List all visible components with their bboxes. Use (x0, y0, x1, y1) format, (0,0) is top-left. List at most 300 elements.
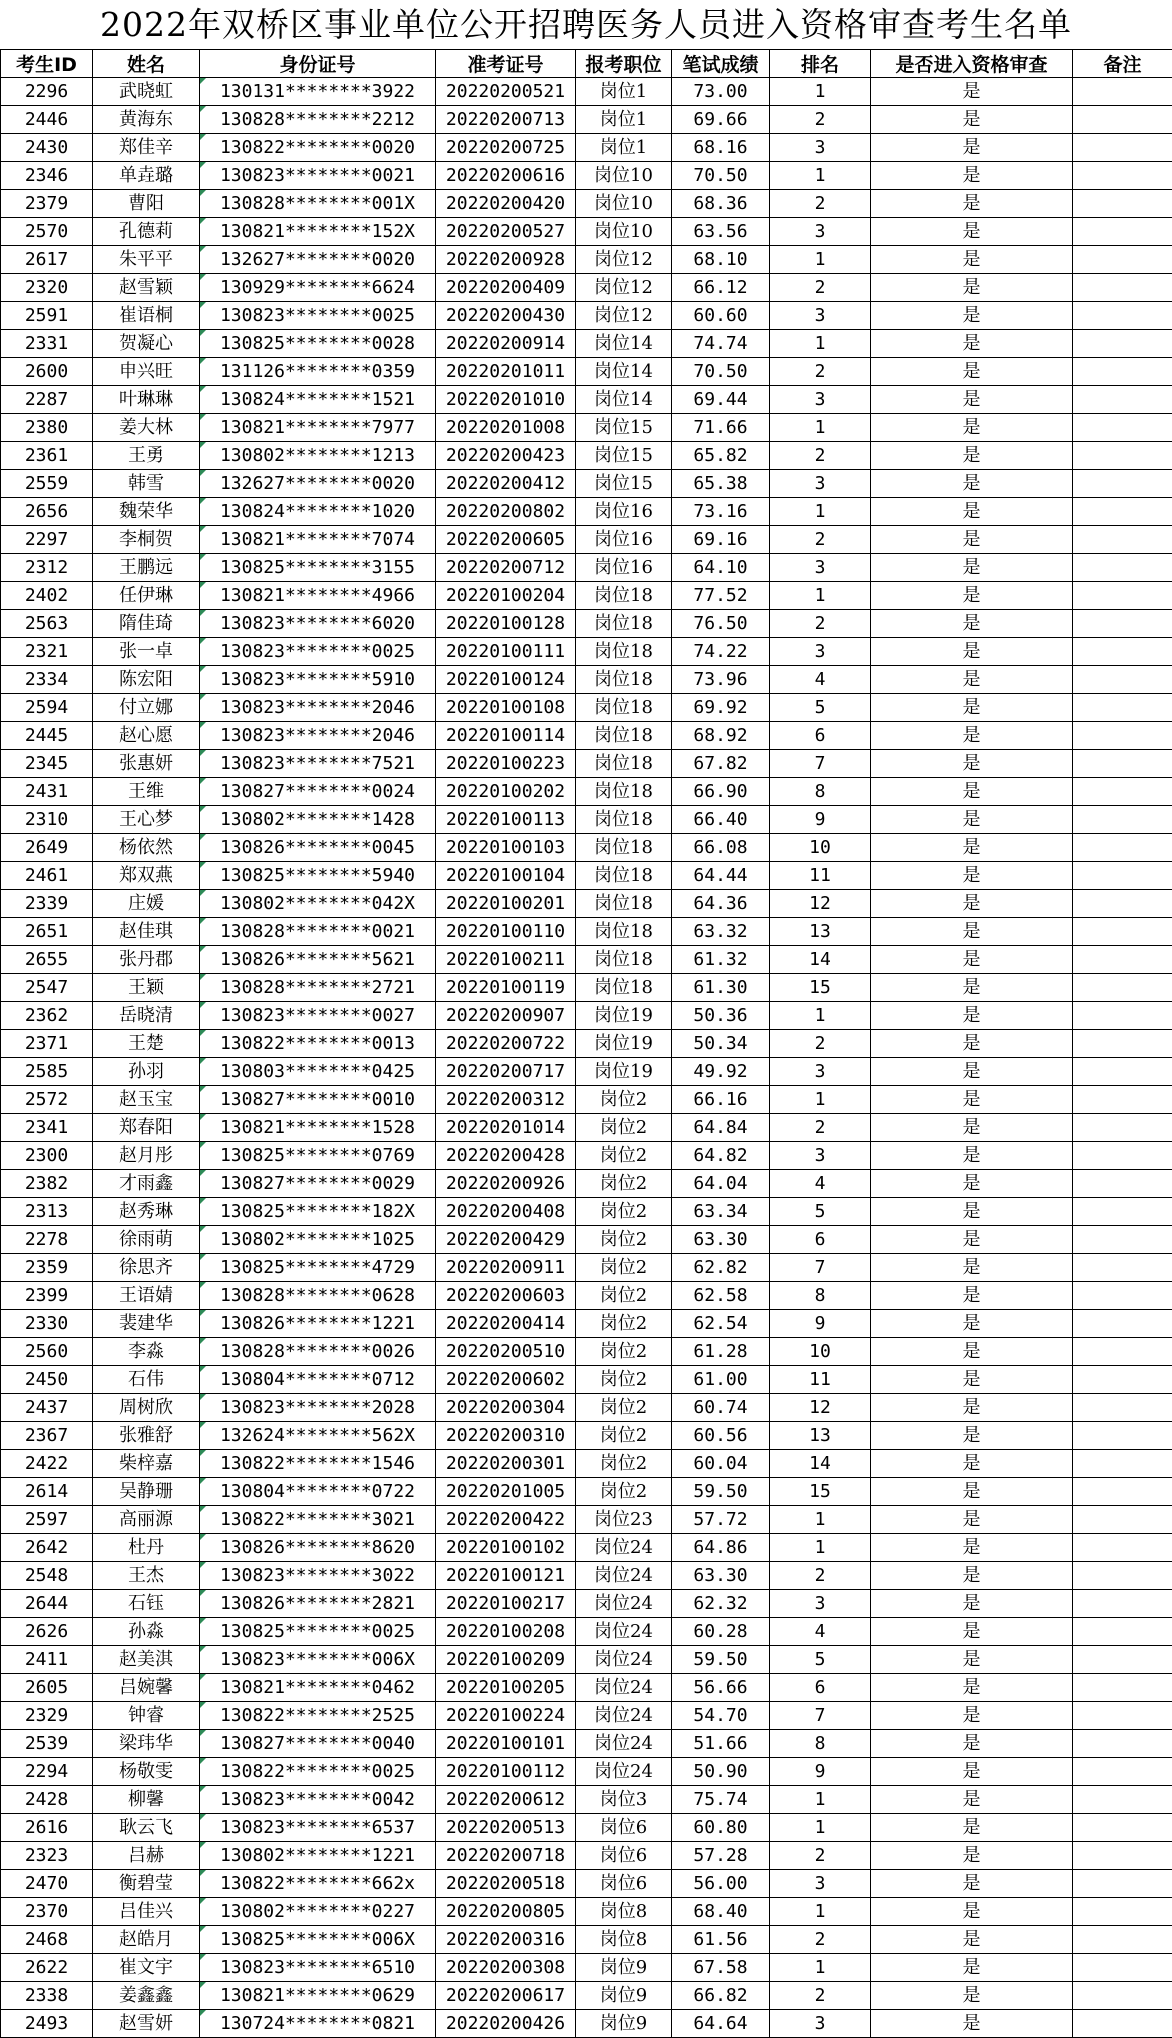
table-row (1, 1226, 1172, 1254)
cell-id-number: 130825********0028 (200, 330, 436, 358)
cell-exam-id: 2330 (1, 1310, 93, 1338)
cell-ticket-number: 20220200312 (436, 1086, 576, 1114)
cell-rank: 7 (770, 1702, 871, 1730)
table-row (1, 666, 1172, 694)
cell-score: 68.36 (672, 190, 770, 218)
table-row (1, 1730, 1172, 1758)
cell-rank: 1 (770, 1898, 871, 1926)
cell-exam-id: 2617 (1, 246, 93, 274)
cell-name: 王勇 (93, 442, 200, 470)
cell-qualified: 是 (871, 1198, 1073, 1226)
cell-name: 徐雨萌 (93, 1226, 200, 1254)
cell-id-number: 130821********0462 (200, 1674, 436, 1702)
cell-remarks (1073, 1282, 1172, 1310)
cell-id-number: 130825********0025 (200, 1618, 436, 1646)
cell-rank: 8 (770, 1730, 871, 1758)
cell-id-number: 130822********0020 (200, 134, 436, 162)
cell-position: 岗位18 (576, 862, 672, 890)
cell-name: 孙淼 (93, 1618, 200, 1646)
cell-remarks (1073, 638, 1172, 666)
cell-name: 柴梓嘉 (93, 1450, 200, 1478)
cell-ticket-number: 20220100128 (436, 610, 576, 638)
cell-rank: 1 (770, 1786, 871, 1814)
cell-ticket-number: 20220100121 (436, 1562, 576, 1590)
cell-name: 裴建华 (93, 1310, 200, 1338)
cell-qualified: 是 (871, 722, 1073, 750)
cell-qualified: 是 (871, 526, 1073, 554)
cell-rank: 3 (770, 554, 871, 582)
table-row (1, 1170, 1172, 1198)
cell-ticket-number: 20220200725 (436, 134, 576, 162)
cell-id-number: 130823********0025 (200, 302, 436, 330)
cell-position: 岗位24 (576, 1562, 672, 1590)
cell-position: 岗位24 (576, 1534, 672, 1562)
table-row (1, 1506, 1172, 1534)
cell-position: 岗位16 (576, 554, 672, 582)
cell-score: 74.74 (672, 330, 770, 358)
cell-name: 王语婧 (93, 1282, 200, 1310)
cell-exam-id: 2297 (1, 526, 93, 554)
cell-ticket-number: 20220100209 (436, 1646, 576, 1674)
cell-remarks (1073, 358, 1172, 386)
cell-position: 岗位24 (576, 1590, 672, 1618)
cell-name: 吕赫 (93, 1842, 200, 1870)
cell-rank: 1 (770, 414, 871, 442)
cell-position: 岗位2 (576, 1478, 672, 1506)
cell-qualified: 是 (871, 1030, 1073, 1058)
cell-score: 60.56 (672, 1422, 770, 1450)
cell-qualified: 是 (871, 1142, 1073, 1170)
cell-exam-id: 2585 (1, 1058, 93, 1086)
cell-score: 69.92 (672, 694, 770, 722)
cell-qualified: 是 (871, 918, 1073, 946)
cell-name: 赵心愿 (93, 722, 200, 750)
cell-ticket-number: 20220200409 (436, 274, 576, 302)
cell-name: 杨敬雯 (93, 1758, 200, 1786)
table-row (1, 1758, 1172, 1786)
cell-remarks (1073, 1674, 1172, 1702)
cell-qualified: 是 (871, 1478, 1073, 1506)
cell-exam-id: 2461 (1, 862, 93, 890)
cell-score: 59.50 (672, 1646, 770, 1674)
cell-score: 64.64 (672, 2010, 770, 2038)
cell-id-number: 130828********0021 (200, 918, 436, 946)
table-row (1, 1618, 1172, 1646)
cell-position: 岗位24 (576, 1758, 672, 1786)
cell-exam-id: 2362 (1, 1002, 93, 1030)
cell-rank: 1 (770, 1506, 871, 1534)
cell-ticket-number: 20220200426 (436, 2010, 576, 2038)
cell-rank: 5 (770, 1198, 871, 1226)
cell-position: 岗位15 (576, 414, 672, 442)
cell-position: 岗位1 (576, 134, 672, 162)
cell-exam-id: 2622 (1, 1954, 93, 1982)
cell-rank: 2 (770, 1982, 871, 2010)
table-row (1, 1142, 1172, 1170)
cell-qualified: 是 (871, 1954, 1073, 1982)
cell-rank: 3 (770, 134, 871, 162)
cell-name: 张一卓 (93, 638, 200, 666)
header-position: 报考职位 (576, 50, 672, 78)
cell-id-number: 130802********0227 (200, 1898, 436, 1926)
cell-remarks (1073, 2010, 1172, 2038)
cell-name: 杨依然 (93, 834, 200, 862)
cell-rank: 2 (770, 1926, 871, 1954)
cell-position: 岗位15 (576, 442, 672, 470)
cell-ticket-number: 20220100124 (436, 666, 576, 694)
cell-id-number: 130822********1546 (200, 1450, 436, 1478)
cell-remarks (1073, 1366, 1172, 1394)
cell-qualified: 是 (871, 1394, 1073, 1422)
cell-exam-id: 2345 (1, 750, 93, 778)
table-row (1, 498, 1172, 526)
cell-ticket-number: 20220200518 (436, 1870, 576, 1898)
table-row (1, 1030, 1172, 1058)
cell-qualified: 是 (871, 134, 1073, 162)
document-title: 2022年双桥区事业单位公开招聘医务人员进入资格审查考生名单 (0, 0, 1172, 49)
cell-qualified: 是 (871, 1758, 1073, 1786)
cell-rank: 14 (770, 1450, 871, 1478)
cell-exam-id: 2339 (1, 890, 93, 918)
cell-rank: 12 (770, 1394, 871, 1422)
cell-ticket-number: 20220100111 (436, 638, 576, 666)
table-row (1, 1646, 1172, 1674)
cell-qualified: 是 (871, 442, 1073, 470)
cell-name: 王鹏远 (93, 554, 200, 582)
table-row (1, 750, 1172, 778)
cell-id-number: 130802********042X (200, 890, 436, 918)
cell-exam-id: 2312 (1, 554, 93, 582)
cell-remarks (1073, 190, 1172, 218)
cell-score: 66.12 (672, 274, 770, 302)
table-row (1, 554, 1172, 582)
cell-rank: 1 (770, 78, 871, 106)
table-row (1, 442, 1172, 470)
cell-exam-id: 2422 (1, 1450, 93, 1478)
cell-remarks (1073, 302, 1172, 330)
table-row (1, 1590, 1172, 1618)
header-score: 笔试成绩 (672, 50, 770, 78)
cell-qualified: 是 (871, 1058, 1073, 1086)
cell-rank: 2 (770, 1562, 871, 1590)
cell-name: 柳馨 (93, 1786, 200, 1814)
cell-exam-id: 2329 (1, 1702, 93, 1730)
cell-position: 岗位2 (576, 1114, 672, 1142)
table-header-row (1, 50, 1172, 78)
cell-position: 岗位6 (576, 1814, 672, 1842)
table-row (1, 1338, 1172, 1366)
table-row (1, 1982, 1172, 2010)
cell-id-number: 130724********0821 (200, 2010, 436, 2038)
cell-qualified: 是 (871, 1534, 1073, 1562)
cell-score: 62.58 (672, 1282, 770, 1310)
cell-qualified: 是 (871, 1646, 1073, 1674)
cell-score: 66.08 (672, 834, 770, 862)
cell-remarks (1073, 162, 1172, 190)
cell-score: 66.16 (672, 1086, 770, 1114)
cell-id-number: 130802********1025 (200, 1226, 436, 1254)
cell-remarks (1073, 1394, 1172, 1422)
cell-exam-id: 2346 (1, 162, 93, 190)
cell-position: 岗位10 (576, 218, 672, 246)
cell-remarks (1073, 890, 1172, 918)
cell-ticket-number: 20220200914 (436, 330, 576, 358)
cell-qualified: 是 (871, 1226, 1073, 1254)
cell-id-number: 130822********3021 (200, 1506, 436, 1534)
cell-id-number: 130827********0040 (200, 1730, 436, 1758)
cell-remarks (1073, 610, 1172, 638)
cell-ticket-number: 20220200928 (436, 246, 576, 274)
cell-position: 岗位19 (576, 1002, 672, 1030)
cell-rank: 15 (770, 1478, 871, 1506)
cell-position: 岗位19 (576, 1058, 672, 1086)
cell-position: 岗位18 (576, 946, 672, 974)
cell-position: 岗位18 (576, 806, 672, 834)
cell-ticket-number: 20220201005 (436, 1478, 576, 1506)
cell-score: 50.36 (672, 1002, 770, 1030)
cell-ticket-number: 20220200911 (436, 1254, 576, 1282)
cell-qualified: 是 (871, 1870, 1073, 1898)
cell-qualified: 是 (871, 862, 1073, 890)
cell-exam-id: 2539 (1, 1730, 93, 1758)
cell-remarks (1073, 330, 1172, 358)
cell-ticket-number: 20220100110 (436, 918, 576, 946)
cell-id-number: 130826********1221 (200, 1310, 436, 1338)
cell-ticket-number: 20220200308 (436, 1954, 576, 1982)
cell-exam-id: 2320 (1, 274, 93, 302)
cell-exam-id: 2450 (1, 1366, 93, 1394)
cell-ticket-number: 20220100108 (436, 694, 576, 722)
table-row (1, 778, 1172, 806)
cell-qualified: 是 (871, 1366, 1073, 1394)
cell-name: 赵皓月 (93, 1926, 200, 1954)
cell-id-number: 130822********662x (200, 1870, 436, 1898)
cell-exam-id: 2559 (1, 470, 93, 498)
cell-score: 63.32 (672, 918, 770, 946)
cell-name: 才雨鑫 (93, 1170, 200, 1198)
cell-position: 岗位15 (576, 470, 672, 498)
cell-rank: 2 (770, 1030, 871, 1058)
cell-ticket-number: 20220200301 (436, 1450, 576, 1478)
cell-score: 60.80 (672, 1814, 770, 1842)
cell-rank: 2 (770, 106, 871, 134)
table-row (1, 106, 1172, 134)
cell-name: 任伊琳 (93, 582, 200, 610)
cell-position: 岗位2 (576, 1366, 672, 1394)
cell-qualified: 是 (871, 694, 1073, 722)
cell-id-number: 130823********0027 (200, 1002, 436, 1030)
cell-position: 岗位2 (576, 1254, 672, 1282)
header-name: 姓名 (93, 50, 200, 78)
table-row (1, 1478, 1172, 1506)
cell-name: 张丹郡 (93, 946, 200, 974)
table-row (1, 1058, 1172, 1086)
table-row (1, 1674, 1172, 1702)
cell-score: 59.50 (672, 1478, 770, 1506)
cell-position: 岗位8 (576, 1926, 672, 1954)
table-row (1, 330, 1172, 358)
cell-position: 岗位18 (576, 890, 672, 918)
cell-remarks (1073, 1870, 1172, 1898)
header-qualified: 是否进入资格审查 (871, 50, 1073, 78)
cell-name: 石钰 (93, 1590, 200, 1618)
cell-ticket-number: 20220100208 (436, 1618, 576, 1646)
cell-position: 岗位14 (576, 386, 672, 414)
cell-ticket-number: 20220200412 (436, 470, 576, 498)
cell-name: 孔德莉 (93, 218, 200, 246)
cell-rank: 3 (770, 1058, 871, 1086)
cell-rank: 3 (770, 386, 871, 414)
cell-qualified: 是 (871, 1674, 1073, 1702)
table-row (1, 414, 1172, 442)
cell-rank: 7 (770, 750, 871, 778)
table-row (1, 694, 1172, 722)
cell-exam-id: 2445 (1, 722, 93, 750)
cell-name: 朱平平 (93, 246, 200, 274)
cell-qualified: 是 (871, 330, 1073, 358)
table-row (1, 1086, 1172, 1114)
table-row (1, 1282, 1172, 1310)
cell-id-number: 130827********0010 (200, 1086, 436, 1114)
cell-id-number: 130826********8620 (200, 1534, 436, 1562)
cell-ticket-number: 20220200907 (436, 1002, 576, 1030)
cell-exam-id: 2437 (1, 1394, 93, 1422)
cell-ticket-number: 20220100204 (436, 582, 576, 610)
table-row (1, 1786, 1172, 1814)
cell-remarks (1073, 1114, 1172, 1142)
cell-name: 崔文宇 (93, 1954, 200, 1982)
cell-score: 64.82 (672, 1142, 770, 1170)
cell-id-number: 130827********0024 (200, 778, 436, 806)
cell-score: 61.28 (672, 1338, 770, 1366)
cell-rank: 9 (770, 1310, 871, 1338)
cell-ticket-number: 20220200603 (436, 1282, 576, 1310)
cell-ticket-number: 20220200430 (436, 302, 576, 330)
cell-rank: 3 (770, 470, 871, 498)
cell-ticket-number: 20220200926 (436, 1170, 576, 1198)
cell-ticket-number: 20220100113 (436, 806, 576, 834)
cell-exam-id: 2310 (1, 806, 93, 834)
cell-qualified: 是 (871, 246, 1073, 274)
cell-name: 王杰 (93, 1562, 200, 1590)
cell-score: 69.66 (672, 106, 770, 134)
cell-exam-id: 2468 (1, 1926, 93, 1954)
cell-id-number: 130823********5910 (200, 666, 436, 694)
cell-score: 68.16 (672, 134, 770, 162)
cell-exam-id: 2294 (1, 1758, 93, 1786)
cell-qualified: 是 (871, 274, 1073, 302)
cell-name: 赵玉宝 (93, 1086, 200, 1114)
cell-qualified: 是 (871, 1086, 1073, 1114)
header-id-number: 身份证号 (200, 50, 436, 78)
cell-score: 66.90 (672, 778, 770, 806)
cell-score: 62.32 (672, 1590, 770, 1618)
cell-qualified: 是 (871, 162, 1073, 190)
cell-ticket-number: 20220200805 (436, 1898, 576, 1926)
cell-name: 申兴旺 (93, 358, 200, 386)
cell-ticket-number: 20220100217 (436, 1590, 576, 1618)
cell-score: 76.50 (672, 610, 770, 638)
cell-rank: 3 (770, 2010, 871, 2038)
cell-qualified: 是 (871, 1114, 1073, 1142)
cell-ticket-number: 20220200612 (436, 1786, 576, 1814)
cell-position: 岗位2 (576, 1170, 672, 1198)
cell-remarks (1073, 1842, 1172, 1870)
cell-id-number: 130828********0026 (200, 1338, 436, 1366)
table-row (1, 610, 1172, 638)
cell-score: 51.66 (672, 1730, 770, 1758)
table-row (1, 1254, 1172, 1282)
cell-exam-id: 2371 (1, 1030, 93, 1058)
cell-rank: 11 (770, 1366, 871, 1394)
cell-name: 张雅舒 (93, 1422, 200, 1450)
cell-ticket-number: 20220100104 (436, 862, 576, 890)
cell-name: 魏荣华 (93, 498, 200, 526)
cell-position: 岗位18 (576, 694, 672, 722)
cell-position: 岗位2 (576, 1282, 672, 1310)
cell-rank: 10 (770, 1338, 871, 1366)
cell-name: 李淼 (93, 1338, 200, 1366)
cell-position: 岗位10 (576, 190, 672, 218)
cell-name: 赵佳琪 (93, 918, 200, 946)
cell-rank: 1 (770, 330, 871, 358)
cell-qualified: 是 (871, 1618, 1073, 1646)
cell-qualified: 是 (871, 1170, 1073, 1198)
cell-ticket-number: 20220100205 (436, 1674, 576, 1702)
cell-exam-id: 2616 (1, 1814, 93, 1842)
cell-position: 岗位16 (576, 498, 672, 526)
cell-ticket-number: 20220200429 (436, 1226, 576, 1254)
cell-rank: 15 (770, 974, 871, 1002)
cell-remarks (1073, 1758, 1172, 1786)
cell-ticket-number: 20220200304 (436, 1394, 576, 1422)
cell-rank: 2 (770, 1842, 871, 1870)
table-row (1, 1898, 1172, 1926)
cell-remarks (1073, 218, 1172, 246)
cell-score: 68.92 (672, 722, 770, 750)
cell-rank: 11 (770, 862, 871, 890)
cell-name: 梁玮华 (93, 1730, 200, 1758)
cell-remarks (1073, 1002, 1172, 1030)
header-ticket-number: 准考证号 (436, 50, 576, 78)
cell-id-number: 130825********5940 (200, 862, 436, 890)
cell-remarks (1073, 918, 1172, 946)
cell-exam-id: 2359 (1, 1254, 93, 1282)
cell-name: 衡碧莹 (93, 1870, 200, 1898)
cell-qualified: 是 (871, 806, 1073, 834)
table-row (1, 1422, 1172, 1450)
cell-remarks (1073, 1422, 1172, 1450)
cell-position: 岗位3 (576, 1786, 672, 1814)
cell-qualified: 是 (871, 974, 1073, 1002)
cell-qualified: 是 (871, 1702, 1073, 1730)
cell-remarks (1073, 1646, 1172, 1674)
table-row (1, 582, 1172, 610)
cell-position: 岗位14 (576, 330, 672, 358)
cell-rank: 1 (770, 1814, 871, 1842)
cell-rank: 2 (770, 442, 871, 470)
cell-rank: 9 (770, 1758, 871, 1786)
cell-remarks (1073, 246, 1172, 274)
cell-rank: 2 (770, 274, 871, 302)
cell-rank: 13 (770, 1422, 871, 1450)
cell-score: 63.56 (672, 218, 770, 246)
cell-exam-id: 2402 (1, 582, 93, 610)
cell-rank: 9 (770, 806, 871, 834)
cell-id-number: 130821********7074 (200, 526, 436, 554)
cell-exam-id: 2370 (1, 1898, 93, 1926)
table-row (1, 302, 1172, 330)
